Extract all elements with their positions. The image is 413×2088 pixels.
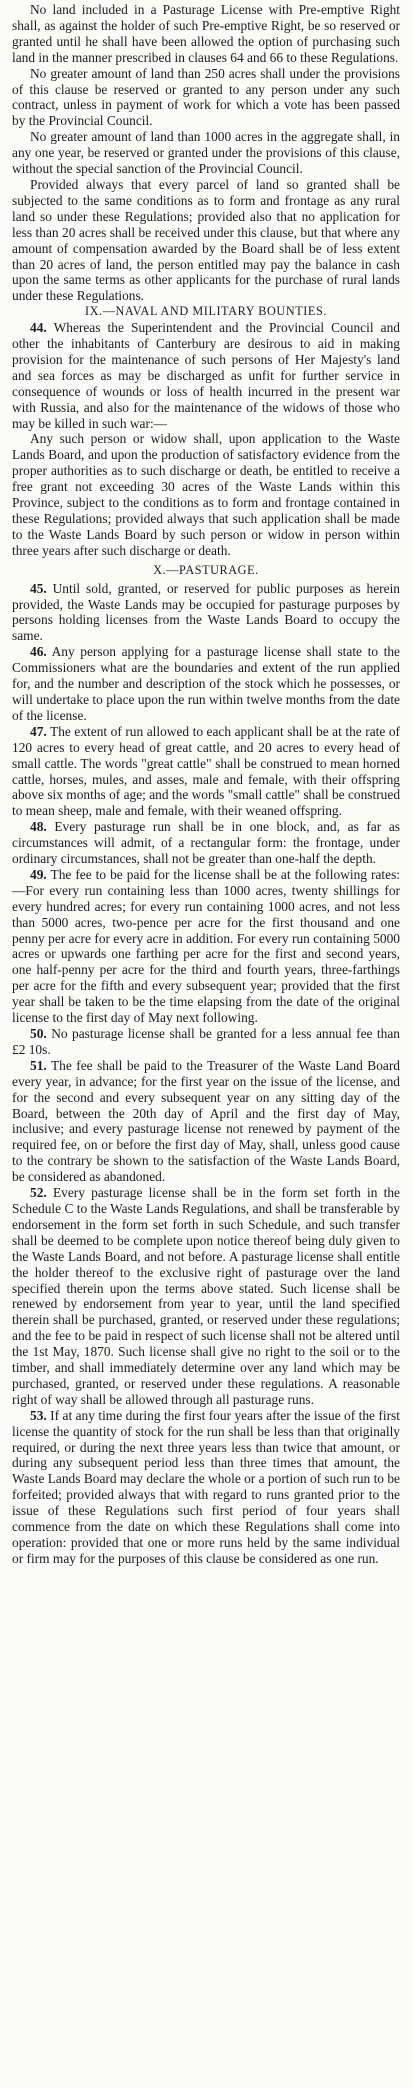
clause-46 — [12, 644, 400, 724]
clause-53 — [12, 1408, 400, 1567]
clause-number: 51. — [30, 1057, 47, 1073]
paragraph: No land included in a Pasturage License with Pre-emptive Right shall, as against the holder of such Pre-emptive Right, be so reserved or granted until he shall have been allowed the option of purchasing such land in the manner prescribed in clauses 64 and 66 to these Regulations. — [12, 2, 400, 65]
section-heading-pasturage: X.—PASTURAGE. — [153, 562, 259, 577]
clause-text: Every pasturage run shall be in one block, and, as far as circumstances will admit, of a rectangular form: the frontage, under ordinary circumstances, shall not be greater than one-half the depth. — [12, 819, 400, 867]
clause-text: The fee shall be paid to the Treasurer of the Waste Land Board every year, in advance; for the first year on the issue of the license, and for the second and every subsequent year on any sitting day of the Board, between the 20th day of April and the first day of May, inclusive; and every pasturage license not renewed by payment of the required fee, on or before the first day of May, shall, unless good cause to the contrary be shown to the satisfaction of the Waste Lands Board, be considered as abandoned. — [12, 1057, 400, 1185]
paragraph: No greater amount of land than 1000 acres in the aggregate shall, in any one year, be reserved or granted under the provisions of this clause, without the special sanction of the Provincial Council. — [12, 129, 400, 177]
clause-47 — [12, 724, 400, 819]
clause-49 — [12, 867, 400, 1026]
clause-number: 50. — [30, 1026, 47, 1041]
clause-text: Until sold, granted, or reserved for public purposes as herein provided, the Waste Lands may be occupied for pasturage purposes by persons holding licenses from the Waste Lands Board to occupy the same. — [12, 580, 400, 644]
clause-45 — [12, 581, 400, 645]
clause-number: 44. — [30, 320, 47, 336]
clause-text: The fee to be paid for the license shall be at the following rates:—For every run containing less than 1000 acres, twenty shillings for every hundred acres; for every run containing 1000 acres, and not less than 5000 acres, two-pence per acre for the first thousand and one penny per acre for every acre in addition. For every run containing 5000 acres or upwards one farthing per acre for the first and second years, one half-penny per acre for the third and fourth years, three-farthings per acre for the fifth and every subsequent year; provided that the first year shall be taken to be the time elapsing from the date of the original license to the first day of May next following. — [12, 866, 400, 1026]
clause-48 — [12, 819, 400, 867]
clause-44 — [12, 320, 400, 431]
paragraph: No greater amount of land than 250 acres shall under the provisions of this clause be reserved or granted to any person under any such contract, unless in payment of work for which a vote has been passed by the Provincial Council. — [12, 65, 400, 129]
clause-number: 52. — [30, 1185, 47, 1201]
clause-50 — [12, 1026, 400, 1058]
clause-text: No pasturage license shall be granted for a less annual fee than £2 10s. — [12, 1026, 400, 1057]
clause-text: If at any time during the first four years after the issue of the first license the quantity of stock for the run shall be less than that originally required, or during the next three years less than twice that amount, or during any subsequent period less than three times that amount, the Waste Lands Board may declare the whole or a portion of such run to be forfeited; provided always that with regard to runs granted prior to the issue of these Regulations such first period of four years shall commence from the date on which these Regulations shall come into operation: provided that one or more runs held by the same individual or firm may for the purposes of this clause be considered as one run. — [12, 1407, 400, 1566]
clause-number: 49. — [30, 866, 47, 882]
section-heading-naval-military-bounties: IX.—NAVAL AND MILITARY BOUNTIES. — [85, 304, 327, 319]
clause-text: Whereas the Superintendent and the Provincial Council and other the inhabitants of Canterbury are desirous to aid in making provision for the maintenance of such persons of Her Majesty's land and sea forces as may be discharged as unfit for further service in consequence of wounds or loss of health incurred in the present war with Russia, and also for the maintenance of the widows of those who may be killed in such war:— — [12, 320, 400, 431]
clause-text: Every pasturage license shall be in the form set forth in the Schedule C to the Waste Lands Regulations, and shall be transferable by endorsement in the form set forth in such Schedule, and such transfer shall be deemed to be complete upon notice thereof being duly given to the Waste Lands Board, and not before. A pasturage license shall entitle the holder thereof to the exclusive right of pasturage over the land specified therein upon the terms above stated. Such license shall be renewed by endorsement from year to year, until the land specified therein shall be purchased, granted, or reserved under these regulations; and the fee to be paid in respect of such license shall not be altered until the 1st May, 1870. Such license shall give no right to the soil or to the timber, and shall immediately determine over any land which may be purchased, granted, or reserved under these regulations. A reasonable right of way shall be allowed through all pasturage runs. — [12, 1185, 400, 1407]
paragraph: Provided always that every parcel of land so granted shall be subjected to the same conditions as to form and frontage as any rural land so under these Regulations; provided also that no application for less than 20 acres shall be received under this clause, but that where any amount of compensation awarded by the Board shall be of less extent than 20 acres of land, the person entitled may pay the balance in cash upon the same terms as other applicants for the purchase of rural lands under these Regulations. — [12, 176, 400, 304]
clause-number: 48. — [30, 819, 47, 835]
clause-number: 47. — [30, 723, 47, 739]
clause-number: 45. — [30, 580, 47, 596]
clause-text: Any such person or widow shall, upon application to the Waste Lands Board, and upon the production of satisfactory evidence from the proper authorities as to such discharge or death, be entitled to receive a free grant not exceeding 30 acres of the Waste Lands within this Province, subject to the conditions as to form and frontage contained in these Regulations; provided always that such application shall be made to the Waste Lands Board by such person or widow in person within three years after such discharge or death. — [12, 431, 400, 558]
clause-number: 46. — [30, 644, 47, 660]
paragraph — [12, 431, 400, 558]
clause-52 — [12, 1185, 400, 1408]
clause-text: Any person applying for a pasturage license shall state to the Commissioners what are the boundaries and extent of the run applied for, and the number and description of the stock which he possesses, or will undertake to place upon the run within twelve months from the date of the license. — [12, 644, 400, 723]
clause-text: The extent of run allowed to each applicant shall be at the rate of 120 acres to every head of great cattle, and 20 acres to every head of small cattle. The words "great cattle" shall be construed to mean horned cattle, horses, mules, and asses, male and female, with their offspring above six months of age; and the words "small cattle" shall be construed to mean sheep, male and female, with their weaned offspring. — [12, 723, 401, 819]
clause-51 — [12, 1058, 400, 1185]
clause-number: 53. — [30, 1407, 47, 1423]
